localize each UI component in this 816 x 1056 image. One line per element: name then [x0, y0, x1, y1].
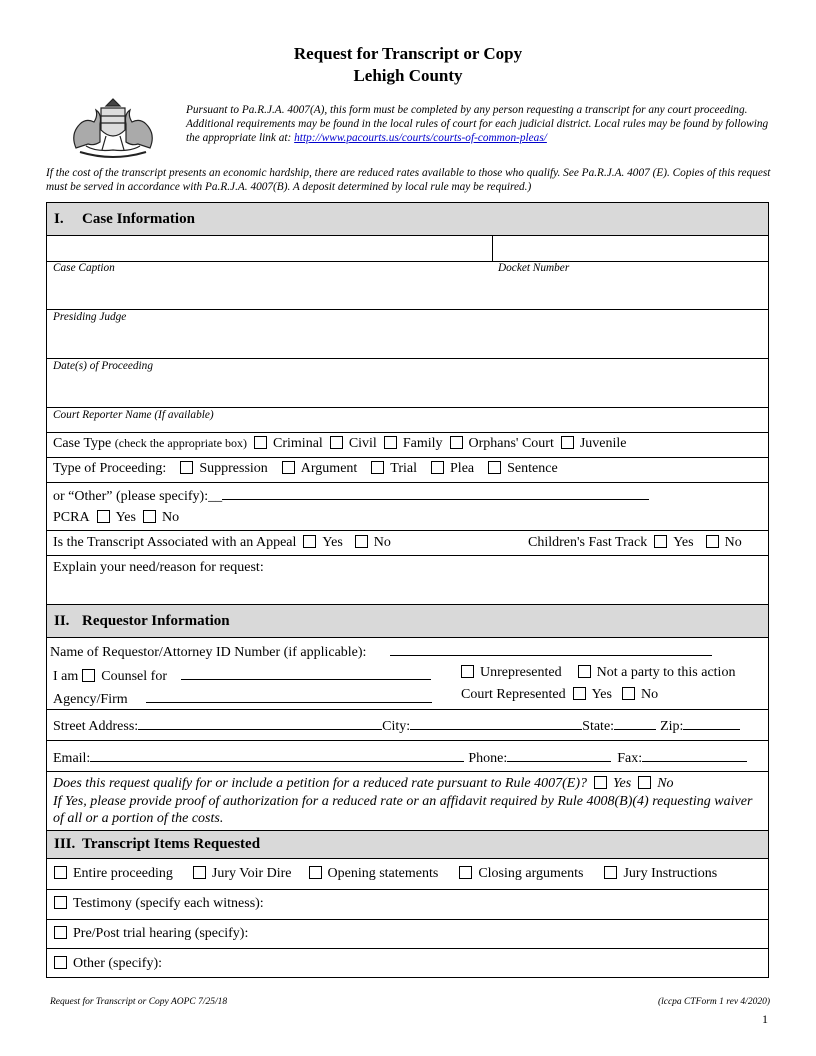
court-reporter-label: Court Reporter Name (If available): [53, 409, 214, 421]
other-items-row: Other (specify):: [54, 956, 162, 972]
pre-post-trial-checkbox[interactable]: [54, 926, 67, 939]
explain-need-label: Explain your need/reason for request:: [53, 560, 264, 575]
page-number: 1: [762, 1012, 768, 1026]
fast-track-no-checkbox[interactable]: [706, 535, 719, 548]
section-transcript-items: III. Transcript Items Requested: [47, 830, 768, 859]
footer-form-id: Request for Transcript or Copy AOPC 7/25/18: [50, 997, 228, 1007]
section-requestor-information: II. Requestor Information: [47, 604, 768, 638]
counsel-for-checkbox[interactable]: [82, 669, 95, 682]
argument-checkbox[interactable]: [282, 461, 295, 474]
civil-checkbox[interactable]: [330, 436, 343, 449]
zip-field[interactable]: [683, 717, 740, 730]
unrepresented-checkbox[interactable]: [461, 665, 474, 678]
i-am-row: I am Counsel for: [53, 667, 431, 685]
county-name: Lehigh County: [353, 66, 463, 85]
not-party-checkbox[interactable]: [578, 665, 591, 678]
entire-proceeding-checkbox[interactable]: [54, 866, 67, 879]
counsel-for-field[interactable]: [181, 667, 431, 680]
court-represented-yes-checkbox[interactable]: [573, 687, 586, 700]
appeal-yes-checkbox[interactable]: [303, 535, 316, 548]
appeal-no-checkbox[interactable]: [355, 535, 368, 548]
testimony-checkbox[interactable]: [54, 896, 67, 909]
jury-voir-dire-checkbox[interactable]: [193, 866, 206, 879]
dates-of-proceeding-label: Date(s) of Proceeding: [53, 360, 153, 372]
fast-track-row: Children's Fast Track Yes No: [528, 535, 742, 550]
jury-instructions-checkbox[interactable]: [604, 866, 617, 879]
docket-number-label: Docket Number: [498, 262, 570, 274]
fast-track-yes-checkbox[interactable]: [654, 535, 667, 548]
street-field[interactable]: [138, 717, 382, 730]
criminal-checkbox[interactable]: [254, 436, 267, 449]
case-caption-label: Case Caption: [53, 262, 115, 274]
email-field[interactable]: [90, 749, 464, 762]
request-form: [46, 202, 769, 978]
closing-arguments-checkbox[interactable]: [459, 866, 472, 879]
reduced-rate-question-row: Does this request qualify for or include a petition for a reduced rate pursuant to Rule 4007(E)? Yes No: [53, 776, 674, 791]
case-caption-field[interactable]: [47, 236, 492, 261]
address-row: Street Address: City: State: Zip:: [53, 717, 740, 735]
requestor-name-field[interactable]: [390, 643, 712, 656]
appeal-row: Is the Transcript Associated with an Appeal Yes No: [53, 535, 391, 550]
proceeding-type-row: Type of Proceeding: Suppression Argument Trial Plea Sentence: [53, 461, 558, 476]
section-case-information: I. Case Information: [47, 203, 768, 236]
footer-revision: (lccpa CTForm 1 rev 4/2020): [657, 997, 770, 1007]
other-proceeding-row: or “Other” (please specify):__: [53, 487, 649, 505]
case-type-row: Case Type (check the appropriate box) Criminal Civil Family Orphans' Court Juvenile: [53, 436, 627, 451]
common-pleas-link[interactable]: http://www.pacourts.us/courts/courts-of-common-pleas/: [294, 132, 547, 144]
agency-field[interactable]: [146, 690, 432, 703]
pcra-row: PCRA Yes No: [53, 510, 180, 525]
section-title: Requestor Information: [82, 612, 230, 629]
form-title: Request for Transcript or Copy: [293, 44, 523, 63]
court-represented-row: Court Represented Yes No: [461, 687, 659, 702]
requestor-name-row: Name of Requestor/Attorney ID Number (if applicable):: [50, 643, 712, 661]
orphans-court-checkbox[interactable]: [450, 436, 463, 449]
pcra-yes-checkbox[interactable]: [97, 510, 110, 523]
other-proceeding-field[interactable]: [222, 487, 649, 500]
phone-field[interactable]: [507, 749, 611, 762]
hardship-notice: If the cost of the transcript presents an economic hardship, there are reduced rates available to those who qualify. See Pa.R.J.A. 4007 (E). Copies of this request must be served in accordance with Pa.R.J.A. 4007(B). A deposit determined by local rule may be required.): [46, 167, 771, 193]
docket-number-field[interactable]: [493, 236, 769, 261]
court-represented-no-checkbox[interactable]: [622, 687, 635, 700]
city-field[interactable]: [410, 717, 582, 730]
juvenile-checkbox[interactable]: [561, 436, 574, 449]
suppression-checkbox[interactable]: [180, 461, 193, 474]
reduced-rate-no-checkbox[interactable]: [638, 776, 651, 789]
transcript-items-row: Entire proceeding Jury Voir Dire Opening statements Closing arguments Jury Instructions: [54, 866, 717, 882]
intro-text: Pursuant to Pa.R.J.A. 4007(A), this form must be completed by any person requesting a transcript for any court proceeding. Additional requirements may be found in the local rules of court for each judicial district. Local rules may be found by following the appropriate link at: http://www.pacourts.us/courts/courts-of-common-pleas/: [186, 104, 769, 144]
section-title: Transcript Items Requested: [82, 836, 261, 852]
plea-checkbox[interactable]: [431, 461, 444, 474]
family-checkbox[interactable]: [384, 436, 397, 449]
pcra-no-checkbox[interactable]: [143, 510, 156, 523]
trial-checkbox[interactable]: [371, 461, 384, 474]
testimony-row: Testimony (specify each witness):: [54, 896, 264, 912]
state-field[interactable]: [614, 717, 656, 730]
other-items-checkbox[interactable]: [54, 956, 67, 969]
party-status-row: Unrepresented Not a party to this action: [461, 665, 735, 681]
section-title: Case Information: [82, 210, 195, 227]
opening-statements-checkbox[interactable]: [309, 866, 322, 879]
presiding-judge-label: Presiding Judge: [53, 311, 127, 323]
fax-field[interactable]: [642, 749, 747, 762]
agency-row: Agency/Firm: [53, 690, 432, 708]
pennsylvania-seal-icon: [66, 96, 160, 162]
reduced-rate-note: If Yes, please provide proof of authorization for a reduced rate or an affidavit required by Rule 4008(B)(4) requesting waiver of all or a portion of the costs.: [53, 794, 753, 826]
reduced-rate-yes-checkbox[interactable]: [594, 776, 607, 789]
sentence-checkbox[interactable]: [488, 461, 501, 474]
contact-row: Email: Phone: Fax:: [53, 749, 747, 767]
pre-post-trial-row: Pre/Post trial hearing (specify):: [54, 926, 248, 942]
